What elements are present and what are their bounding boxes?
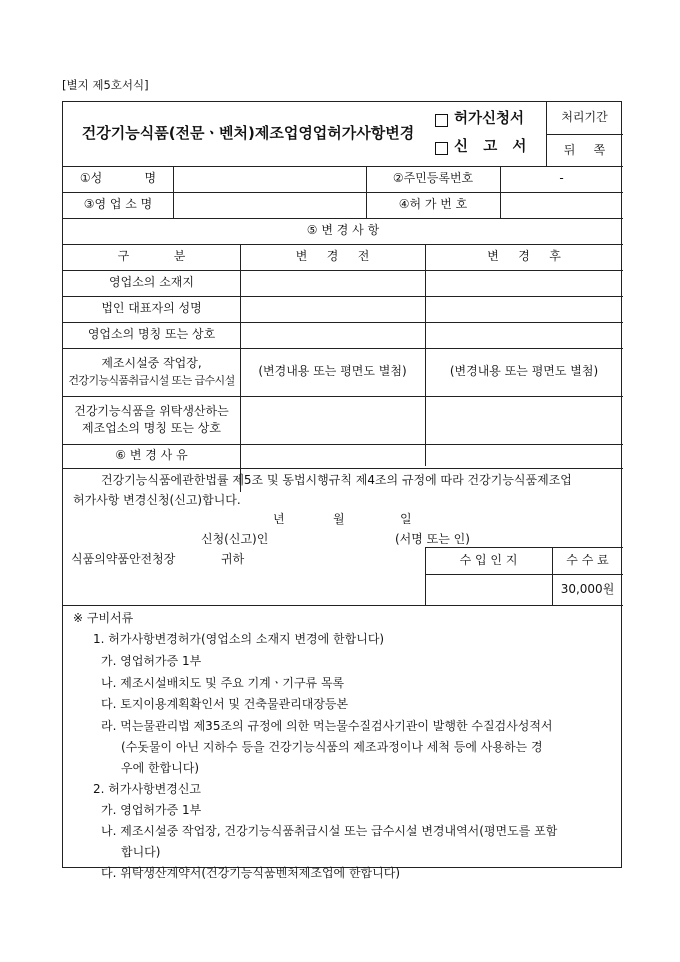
row-business-name-before[interactable] bbox=[241, 323, 424, 347]
business-name-field[interactable] bbox=[174, 193, 365, 217]
row-contract-label-line2: 제조업소의 명칭 또는 상호 bbox=[82, 421, 221, 435]
col-before: 변 경 전 bbox=[295, 249, 370, 264]
document-item: 가. 영업허가증 1부 bbox=[101, 803, 202, 817]
processing-period-value: 뒤 쪽 bbox=[563, 142, 606, 157]
document-item: 다. 위탁생산계약서(건강기능식품벤처제조업에 한합니다) bbox=[101, 866, 401, 880]
document-item: 우에 한합니다) bbox=[121, 761, 200, 775]
permit-checkbox[interactable] bbox=[435, 114, 448, 127]
signature-note: (서명 또는 인) bbox=[395, 532, 470, 546]
option-report[interactable] bbox=[435, 134, 549, 162]
row-business-name-after[interactable] bbox=[426, 323, 622, 347]
document-item: 합니다) bbox=[121, 845, 161, 859]
row-facility-label bbox=[63, 348, 240, 396]
change-reason-label: ⑥ 변 경 사 유 bbox=[115, 448, 188, 463]
form-label: [별지 제5호서식] bbox=[62, 78, 149, 92]
fee-label: 수 수 료 bbox=[566, 552, 609, 567]
date-year: 년 bbox=[273, 512, 285, 526]
document-item: 2. 허가사항변경신고 bbox=[93, 782, 202, 796]
row-business-name-label: 영업소의 명칭 또는 상호 bbox=[87, 327, 216, 342]
col-category: 구 분 bbox=[117, 249, 186, 264]
revenue-stamp-area[interactable] bbox=[426, 575, 551, 604]
change-reason-field[interactable] bbox=[241, 445, 622, 467]
col-after: 변 경 후 bbox=[487, 249, 561, 264]
row-location-before[interactable] bbox=[241, 271, 424, 295]
row-contract-before[interactable] bbox=[241, 397, 424, 443]
report-checkbox[interactable] bbox=[435, 142, 448, 155]
row-contract-label bbox=[63, 396, 240, 444]
form-title: 건강기능식품(전문ㆍ벤처)제조업영업허가사항변경 bbox=[81, 124, 415, 143]
changes-section-title: ⑤ 변 경 사 항 bbox=[306, 223, 380, 238]
row-location-label: 영업소의 소재지 bbox=[109, 275, 194, 290]
declaration-line1: 건강기능식품에관한법률 제5조 및 동법시행규칙 제4조의 규정에 따라 건강기능식품제조업 bbox=[101, 473, 572, 487]
row-facility-label-line2: 건강기능식품취급시설 또는 급수시설 bbox=[68, 373, 235, 387]
option-report-label: 신 고 서 bbox=[454, 139, 532, 156]
row-representative-label: 법인 대표자의 성명 bbox=[101, 301, 202, 316]
document-item: 라. 먹는물관리법 제35조의 규정에 의한 먹는물수질검사기관이 발행한 수질검사성적서 bbox=[101, 719, 553, 733]
business-name-label: ③영 업 소 명 bbox=[83, 197, 153, 212]
documents-heading: ※ 구비서류 bbox=[73, 611, 134, 625]
applicant-signature-label: 신청(신고)인 bbox=[201, 532, 269, 546]
row-contract-label-line1: 건강기능식품을 위탁생산하는 bbox=[74, 403, 229, 418]
name-field[interactable] bbox=[174, 167, 365, 191]
recipient-honorific: 귀하 bbox=[221, 552, 245, 566]
document-item: 나. 제조시설배치도 및 주요 기계ㆍ기구류 목록 bbox=[101, 676, 345, 690]
permit-number-label: ④허 가 번 호 bbox=[398, 197, 468, 212]
declaration-line2: 허가사항 변경신청(신고)합니다. bbox=[73, 493, 241, 507]
application-form bbox=[62, 101, 622, 880]
row-representative-before[interactable] bbox=[241, 297, 424, 321]
revenue-stamp-label: 수 입 인 지 bbox=[459, 552, 518, 567]
option-permit-label: 허가신청서 bbox=[454, 111, 525, 128]
row-facility-label-line1: 제조시설중 작업장, bbox=[101, 356, 202, 371]
date-day: 일 bbox=[400, 512, 412, 526]
date-month: 월 bbox=[333, 512, 345, 526]
option-permit-application[interactable] bbox=[435, 106, 549, 134]
name-label: ①성 명 bbox=[79, 171, 157, 186]
document-item: 다. 토지이용계획확인서 및 건축물관리대장등본 bbox=[101, 697, 349, 711]
row-location-after[interactable] bbox=[426, 271, 622, 295]
recipient: 식품의약품안전청장 bbox=[71, 552, 176, 566]
document-item: 1. 허가사항변경허가(영업소의 소재지 변경에 한합니다) bbox=[93, 632, 385, 646]
row-contract-after[interactable] bbox=[426, 397, 622, 443]
resident-number-field[interactable]: - bbox=[559, 171, 564, 186]
row-facility-before[interactable]: (변경내용 또는 평면도 별첨) bbox=[258, 364, 407, 379]
fee-value: 30,000원 bbox=[560, 581, 615, 596]
resident-number-label: ②주민등록번호 bbox=[392, 171, 474, 186]
row-representative-after[interactable] bbox=[426, 297, 622, 321]
permit-number-field[interactable] bbox=[501, 193, 622, 217]
document-item: 가. 영업허가증 1부 bbox=[101, 654, 202, 668]
row-facility-after[interactable]: (변경내용 또는 평면도 별첨) bbox=[449, 364, 599, 379]
document-item: 나. 제조시설중 작업장, 건강기능식품취급시설 또는 급수시설 변경내역서(평면도를 포함 bbox=[101, 824, 558, 838]
document-item: (수돗물이 아닌 지하수 등을 건강기능식품의 제조과정이나 세척 등에 사용하는 경 bbox=[121, 740, 543, 754]
processing-period-label: 처리기간 bbox=[561, 110, 608, 125]
